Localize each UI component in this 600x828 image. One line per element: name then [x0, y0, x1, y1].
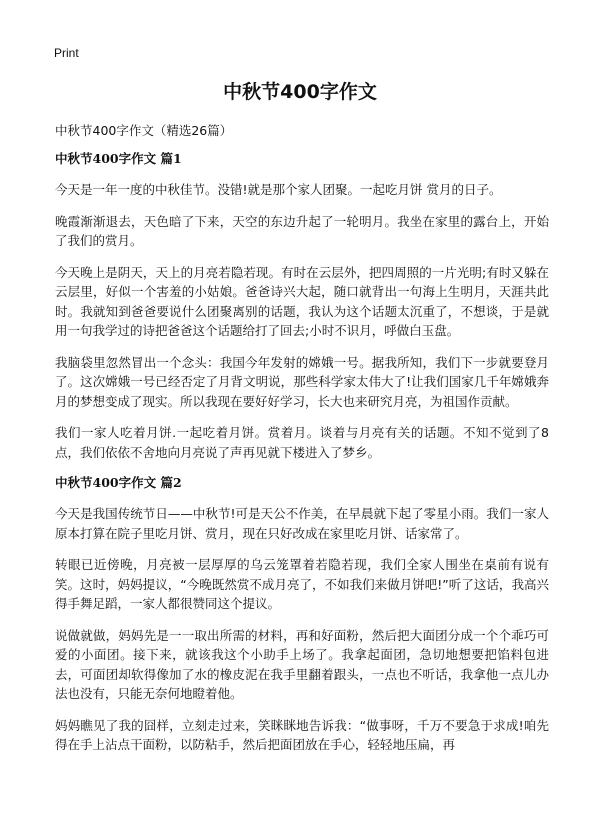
document-body [55, 150, 549, 767]
document-title: 中秋节400字作文 [223, 81, 377, 103]
paragraph: 说做就做，妈妈先是一一取出所需的材料，再和好面粉，然后把大面团分成一个个乖巧可爱的小面团。接下来，就该我这个小助手上场了。我拿起面团，急切地想要把馅料包进去，可面团却软得像加了水的橡皮泥在我手里翻着跟头，一点也不听话，我拿他一点儿办法也没有，只能无奈何地瞪着他。 [55, 627, 549, 701]
paragraph: 今天是一年一度的中秋佳节。没错!就是那个家人团聚。一起吃月饼 赏月的日子。 [55, 182, 502, 197]
section-heading: 中秋节400字作文 篇1 [55, 151, 182, 166]
paragraph: 转眼已近傍晚，月亮被一层厚厚的乌云笼罩着若隐若现，我们全家人围坐在桌前有说有笑。这时，妈妈提议，“今晚既然赏不成月亮了，不如我们来做月饼吧!”听了这话，我高兴得手舞足蹈，一家人都很赞同这个提议。 [55, 557, 549, 611]
paragraph: 我脑袋里忽然冒出一个念头：我国今年发射的嫦娥一号。据我所知，我们下一步就要登月了。这次嫦娥一号已经否定了月背文明说，那些科学家太伟大了!让我们国家几千年嫦娥奔月的梦想变成了现实。所以我现在要好好学习，长大也来研究月亮，为祖国作贡献。 [55, 354, 549, 409]
paragraph: 今天晚上是阴天，天上的月亮若隐若现。有时在云层外，把四周照的一片光明;有时又躲在云层里，好似一个害羞的小姑娘。爸爸诗兴大起，随口就背出一句海上生明月，天涯共此时。我就知到爸爸要说什么团聚离别的话题，我认为这个话题太沉重了，不想谈，于是就用一句我学过的诗把爸爸这个话题给打了回去;小时不识月，呼做白玉盘。 [55, 264, 549, 338]
section-heading: 中秋节400字作文 篇2 [55, 475, 182, 490]
paragraph: 我们一家人吃着月饼.一起吃着月饼。赏着月。谈着与月亮有关的话题。不知不觉到了8点，我们依依不舍地向月亮说了声再见就下楼进入了梦乡。 [55, 425, 549, 460]
document-subtitle: 中秋节400字作文（精选26篇） [55, 123, 233, 138]
paragraph: 晚霞渐渐退去，天色暗了下来，天空的东边升起了一轮明月。我坐在家里的露台上，开始了我们的赏月。 [55, 213, 549, 248]
paragraph: 妈妈瞧见了我的囧样，立刻走过来，笑眯眯地告诉我：“做事呀，千万不要急于求成!咱先得在手上沾点干面粉，以防粘手，然后把面团放在手心，轻轻地压扁，再 [55, 717, 549, 752]
paragraph: 今天是我国传统节日——中秋节!可是天公不作美，在早晨就下起了零星小雨。我们一家人原本打算在院子里吃月饼、赏月，现在只好改成在家里吃月饼、话家常了。 [55, 506, 549, 541]
print-link[interactable]: Print [54, 46, 79, 60]
